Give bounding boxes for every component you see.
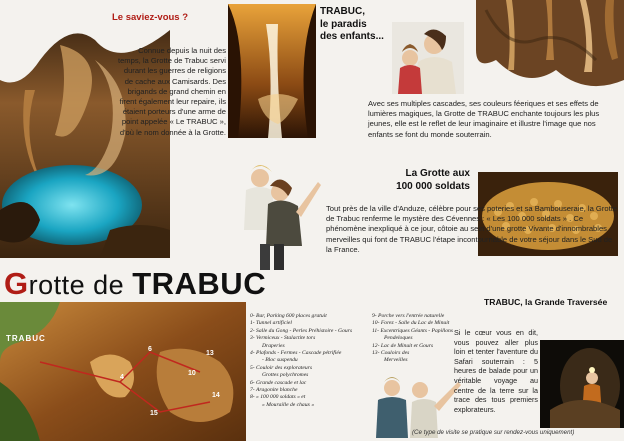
paradis-heading-line-3: des enfants... bbox=[320, 31, 384, 42]
legend-item: 11- Excentriques Géants - Papillons bbox=[372, 327, 453, 334]
paradis-heading-line-2: le paradis bbox=[320, 18, 367, 30]
legend-item: 3- Vermiceux - Stalactite tors bbox=[250, 335, 316, 342]
traversee-heading: TRABUC, la Grande Traversée bbox=[484, 297, 608, 307]
legend-item: Merveilles bbox=[384, 357, 408, 364]
paradis-body: Avec ses multiples cascades, ses couleurs féeriques et ses effets de lumières magiques, la Grotte de TRABUC enchante toujours les plus jeunes, elle est le reflet de leur imaginaire et illustre l'image que nos enfants se font du monde souterrain. bbox=[368, 99, 600, 139]
map-number-15: 15 bbox=[150, 410, 158, 417]
legend-item: 8- « 100 000 soldats » et bbox=[250, 394, 306, 401]
waterfall-photo bbox=[228, 4, 316, 138]
map-label: TRABUC bbox=[6, 334, 46, 343]
legend-item: 6- Grande cascade et lac bbox=[250, 379, 307, 386]
legend-item: 4- Plafonds - Fermes - Cascade pétrifiée bbox=[250, 350, 342, 357]
map-number-10: 10 bbox=[188, 370, 196, 377]
legend-item: Draperies bbox=[262, 342, 285, 349]
title-initial: G bbox=[4, 266, 29, 301]
legend-item: 0- Bar, Parking 600 places gratuit bbox=[250, 313, 327, 319]
family-photo bbox=[392, 22, 464, 94]
legend-item: « Mouraille de chaux » bbox=[262, 401, 315, 408]
paradis-heading-line-1: TRABUC, bbox=[320, 6, 365, 17]
title-trabuc: TRABUC bbox=[132, 266, 267, 301]
formation-photo bbox=[476, 0, 624, 96]
legend-item: 5- Couloir des explorateurs bbox=[250, 364, 312, 371]
legend-item: 7- Aragonite blanche bbox=[250, 387, 298, 394]
soldats-heading-line-2: 100 000 soldats bbox=[396, 180, 470, 192]
legend-item: Pendeloques bbox=[384, 335, 413, 342]
traversee-body: Si le cœur vous en dit, vous pouvez aller plus loin et tenter l'aventure du Safari souterrain : 5 heures de balade pour un véritable voyage au centre de la terre sur la trace des tous premiers explorateurs. bbox=[454, 328, 538, 414]
map-number-13: 13 bbox=[206, 350, 214, 357]
legend-item: 10- Forez - Salle du Lac de Minuit bbox=[372, 320, 450, 327]
soldats-heading-line-1: La Grotte aux bbox=[405, 168, 470, 179]
paradis-heading bbox=[320, 6, 384, 44]
soldats-body: Tout près de la ville d'Anduze, célèbre pour ses poteries et sa Bambouseraie, la Grotte de Trabuc renferme le mystère des Cévennes : « Les 100 000 soldats » . Ce phénomène inexpliqué à ce jour, côtoie au sein d'une grotte Vivante d'innombrables merveilles qui font de TRABUC l'étape incontournable de votre séjour dans le Sud de la France. bbox=[326, 204, 618, 254]
legend-item: 9- Porche vers l'entrée naturelle bbox=[372, 313, 445, 319]
title-rest: rotte bbox=[28, 270, 94, 300]
legend-item: 2- Salle du Gong - Perles Préhistoire - Gours bbox=[250, 327, 353, 334]
legend-column-1 bbox=[250, 313, 370, 409]
legend-item: 13- Couloirs des bbox=[372, 350, 410, 357]
map-number-4: 4 bbox=[120, 374, 124, 381]
legend-item: 12- Lac de Minuit et Gours bbox=[372, 342, 434, 349]
title-de: de bbox=[93, 270, 133, 300]
map-number-6: 6 bbox=[148, 346, 152, 353]
map-number-14: 14 bbox=[212, 392, 220, 399]
saviez-vous-heading: Le saviez-vous ? bbox=[112, 12, 189, 23]
legend-item: 1- Tunnel artificiel bbox=[250, 320, 292, 327]
mother-child-photo bbox=[240, 160, 322, 270]
cave-map bbox=[0, 302, 246, 441]
safari-photo bbox=[540, 340, 624, 428]
legend-item: - Bloc suspendu bbox=[262, 357, 298, 364]
soldats-heading bbox=[372, 168, 470, 193]
page-title bbox=[4, 266, 266, 302]
traversee-footnote: (Ce type de visite se pratique sur rendez-vous uniquement) bbox=[412, 429, 575, 436]
legend-item: Grottes polychromes bbox=[262, 372, 309, 379]
saviez-vous-body: Connue depuis la nuit des temps, la Grotte de Trabuc servi durant les guerres de religions de cache aux Camisards. Des brigands de grand chemin en firent également leur repaire, ils étaient porteurs d'une arme de point appelée « Le TRABUC », d'où le nom donnée à la Grotte. bbox=[117, 46, 226, 137]
